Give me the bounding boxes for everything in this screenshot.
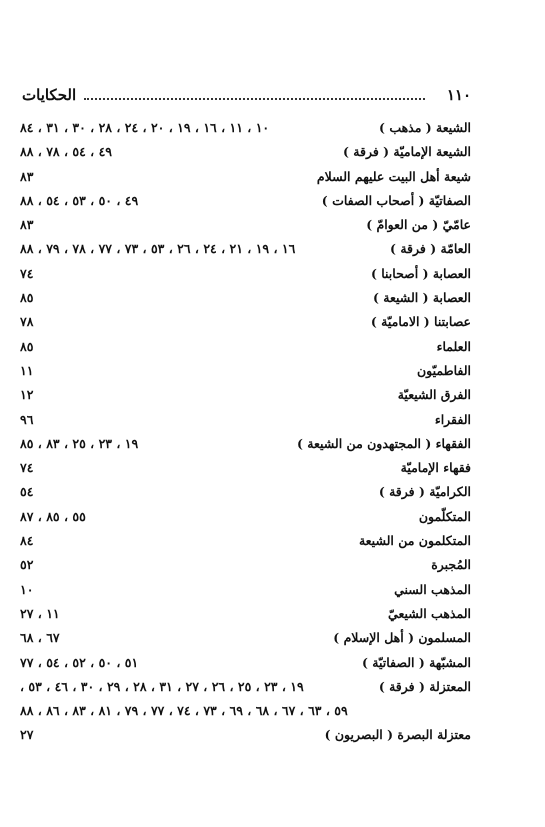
index-entry — [20, 116, 471, 140]
index-entry — [20, 165, 471, 189]
index-entry — [20, 578, 471, 602]
entry-term: شيعة أهل البيت عليهم السلام — [316, 168, 471, 184]
entry-page-numbers: ٩٦ — [20, 411, 34, 427]
entry-term: العصابة ( أصحابنا ) — [370, 265, 471, 281]
entry-term: الكراميّة ( فرقة ) — [378, 484, 471, 500]
entry-page-numbers: ٢٧ — [20, 727, 34, 743]
entry-term: عامّيّ ( من العوامّ ) — [366, 217, 471, 233]
entry-page-numbers: ١٩ ، ٢٣ ، ٢٥ ، ٢٦ ، ٢٧ ، ٣١ ، ٢٨ ، ٢٩ ، ٣٠ ، ٤٦ ، ٥٣ ، — [20, 678, 304, 694]
index-entry — [20, 553, 471, 577]
entry-term: المسلمون ( أهل الإسلام ) — [333, 630, 471, 646]
entry-page-numbers: ١٢ — [20, 387, 34, 403]
index-entry — [20, 286, 471, 310]
index-entry — [20, 189, 471, 213]
entry-term: المُجبرة — [431, 557, 471, 573]
index-entry — [20, 626, 471, 650]
index-entry — [20, 699, 471, 723]
entry-page-numbers: ٤٩ ، ٥٠ ، ٥٣ ، ٥٤ ، ٨٨ — [20, 192, 139, 208]
entry-term: المتكلّمون — [418, 508, 471, 524]
entry-page-numbers: ٨٣ — [20, 168, 34, 184]
entry-term: المذهب السني — [394, 581, 471, 597]
index-entry — [20, 383, 471, 407]
index-entry — [20, 237, 471, 261]
index-entry — [20, 456, 471, 480]
entry-page-numbers: ٨٥ — [20, 290, 34, 306]
entry-page-numbers: ٥١ ، ٥٠ ، ٥٢ ، ٥٤ ، ٧٧ — [20, 654, 139, 670]
index-entry — [20, 432, 471, 456]
entry-term: المتكلمون من الشيعة — [358, 533, 471, 549]
index-entry — [20, 310, 471, 334]
entry-term: الفقراء — [434, 411, 471, 427]
entry-page-numbers: ٥٥ ، ٨٥ ، ٨٧ — [20, 508, 86, 524]
running-head — [22, 84, 471, 106]
entry-term: العلماء — [436, 338, 471, 354]
entry-page-numbers: ٥٩ ، ٦٣ ، ٦٧ ، ٦٨ ، ٦٩ ، ٧٣ ، ٧٤ ، ٧٧ ، ٧٩ ، ٨١ ، ٨٣ ، ٨٦ ، ٨٨ — [20, 703, 348, 719]
index-entry — [20, 675, 471, 699]
entry-page-numbers: ٧٨ — [20, 314, 34, 330]
entry-term: المشبّهة ( الصفاتيّة ) — [362, 654, 471, 670]
index-entry — [20, 529, 471, 553]
entry-page-numbers: ٥٤ — [20, 484, 34, 500]
entry-page-numbers: ٦٧ ، ٦٨ — [20, 630, 60, 646]
entry-page-numbers: ٧٤ — [20, 460, 34, 476]
page-number: ١١٠ — [446, 86, 471, 104]
entry-term: الشيعة الإماميّة ( فرقة ) — [343, 144, 471, 160]
entry-term: المعتزلة ( فرقة ) — [378, 678, 471, 694]
entry-page-numbers: ١٦ ، ١٩ ، ٢١ ، ٢٤ ، ٢٦ ، ٥٣ ، ٧٣ ، ٧٧ ، ٧٨ ، ٧٩ ، ٨٨ — [20, 241, 296, 257]
entry-term: الصفاتيّة ( أصحاب الصفات ) — [321, 192, 471, 208]
index-entry — [20, 505, 471, 529]
index-entry — [20, 359, 471, 383]
index-entry — [20, 651, 471, 675]
index-entry — [20, 723, 471, 747]
dotted-leader — [84, 98, 425, 100]
entry-term: الفاطميّون — [417, 362, 471, 378]
entry-term: الفقهاء ( المجتهدون من الشيعة ) — [297, 435, 471, 451]
entry-page-numbers: ٤٩ ، ٥٤ ، ٧٨ ، ٨٨ — [20, 144, 112, 160]
index-entry — [20, 602, 471, 626]
entry-term: عصابتنا ( الاماميّة ) — [370, 314, 471, 330]
index-entry — [20, 408, 471, 432]
entry-page-numbers: ٨٣ — [20, 217, 34, 233]
index-entry — [20, 213, 471, 237]
entry-page-numbers: ١٠ ، ١١ ، ١٦ ، ١٩ ، ٢٠ ، ٢٤ ، ٢٨ ، ٣٠ ، ٣١ ، ٨٤ — [20, 120, 270, 135]
entry-term: معتزلة البصرة ( البصريون ) — [324, 727, 471, 743]
entry-term: العامّة ( فرقة ) — [390, 241, 471, 257]
entry-page-numbers: ٧٤ — [20, 265, 34, 281]
index-entry — [20, 480, 471, 504]
entry-page-numbers: ١١ ، ٢٧ — [20, 605, 60, 621]
index-entry — [20, 335, 471, 359]
entry-page-numbers: ٥٢ — [20, 557, 34, 573]
entry-term: فقهاء الإماميّة — [400, 460, 471, 476]
entry-page-numbers: ١٠ — [20, 581, 34, 597]
index-entry — [20, 140, 471, 164]
entry-page-numbers: ١١ — [20, 362, 34, 378]
running-head-title: الحكايات — [22, 86, 77, 104]
entry-page-numbers: ٨٥ — [20, 338, 34, 354]
index-entry — [20, 262, 471, 286]
entry-page-numbers: ١٩ ، ٢٣ ، ٢٥ ، ٨٣ ، ٨٥ — [20, 435, 139, 451]
entry-term: الفرق الشيعيّة — [397, 387, 471, 403]
entry-term: الشيعة ( مذهب ) — [379, 120, 471, 135]
entry-term: المذهب الشيعيّ — [388, 605, 471, 621]
entry-term: العصابة ( الشيعة ) — [373, 290, 471, 306]
index-list — [20, 116, 471, 748]
entry-page-numbers: ٨٤ — [20, 533, 34, 549]
